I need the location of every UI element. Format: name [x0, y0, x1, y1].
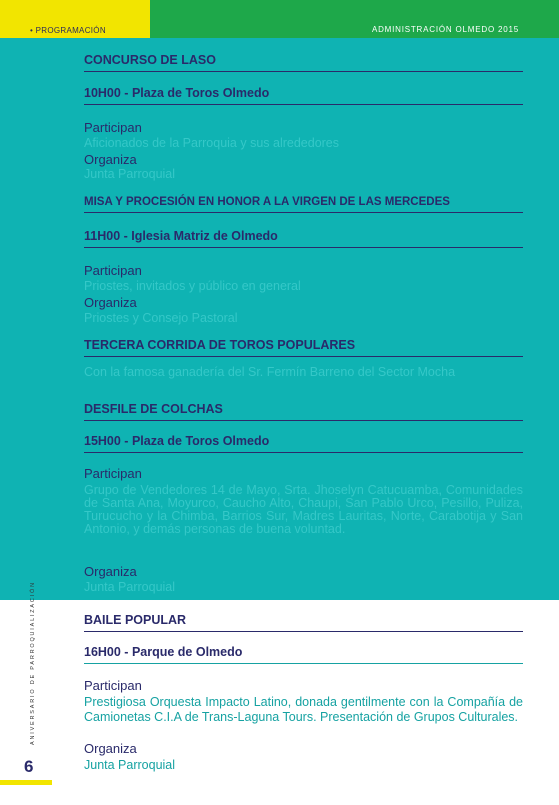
organiza-laso: Junta Parroquial — [84, 167, 176, 181]
participan-label-misa: Participan — [84, 263, 142, 278]
time-place-baile: 16H00 - Parque de Olmedo — [84, 645, 523, 664]
time-place-desfile: 15H00 - Plaza de Toros Olmedo — [84, 434, 523, 453]
organiza-label-laso: Organiza — [84, 152, 137, 167]
top-header-bar — [0, 0, 559, 38]
publication-title: ADMINISTRACIÓN OLMEDO 2015 — [371, 25, 519, 34]
participan-label-baile: Participan — [84, 678, 142, 693]
section-title-corrida: TERCERA CORRIDA DE TOROS POPULARES — [84, 338, 523, 357]
organiza-label-baile: Organiza — [84, 741, 137, 756]
section-title-desfile: DESFILE DE COLCHAS — [84, 402, 523, 421]
section-title-laso: CONCURSO DE LASO — [84, 53, 523, 72]
section-label: • PROGRAMACIÓN — [30, 26, 106, 35]
page-number: 6 — [24, 757, 34, 776]
organiza-desfile: Junta Parroquial — [84, 580, 176, 594]
participan-misa: Priostes, invitados y público en general — [84, 279, 301, 293]
organiza-label-misa: Organiza — [84, 295, 137, 310]
participan-laso: Aficionados de la Parroquia y sus alrededores — [84, 136, 340, 150]
section-title-baile: BAILE POPULAR — [84, 613, 523, 632]
corrida-description: Con la famosa ganadería del Sr. Fermín Barreno del Sector Mocha — [84, 365, 456, 379]
organiza-misa: Priostes y Consejo Pastoral — [84, 311, 238, 325]
section-title-misa: MISA Y PROCESIÓN EN HONOR A LA VIRGEN DE LAS MERCEDES — [84, 196, 523, 213]
organiza-label-desfile: Organiza — [84, 564, 137, 579]
time-place-laso: 10H00 - Plaza de Toros Olmedo — [84, 86, 523, 105]
participan-baile: Prestigiosa Orquesta Impacto Latino, donada gentilmente con la Compañía de Camionetas C.I.A de Trans-Laguna Tours. Presentación de Grupos Culturales. — [84, 695, 523, 724]
vertical-side-text: ANIVERSARIO DE PARROQUIALIZACIÓN — [30, 581, 36, 745]
participan-label-desfile: Participan — [84, 466, 142, 481]
organiza-baile: Junta Parroquial — [84, 758, 176, 772]
time-place-misa: 11H00 - Iglesia Matriz de Olmedo — [84, 229, 523, 248]
participan-desfile: Grupo de Vendedores 14 de Mayo, Srta. Jhoselyn Catucuamba, Comunidades de Santa Ana, Moyurco, Caucho Alto, Chaupi, San Pablo Urco, Pesillo, Puliza, Turucucho y la Chimba, Barrios Sur, Madres Lauritas, Norte, Carabotija y San Antonio, y demás personas de buena voluntad. — [84, 483, 523, 536]
participan-label-laso: Participan — [84, 120, 142, 135]
page-number-underline — [0, 780, 52, 785]
